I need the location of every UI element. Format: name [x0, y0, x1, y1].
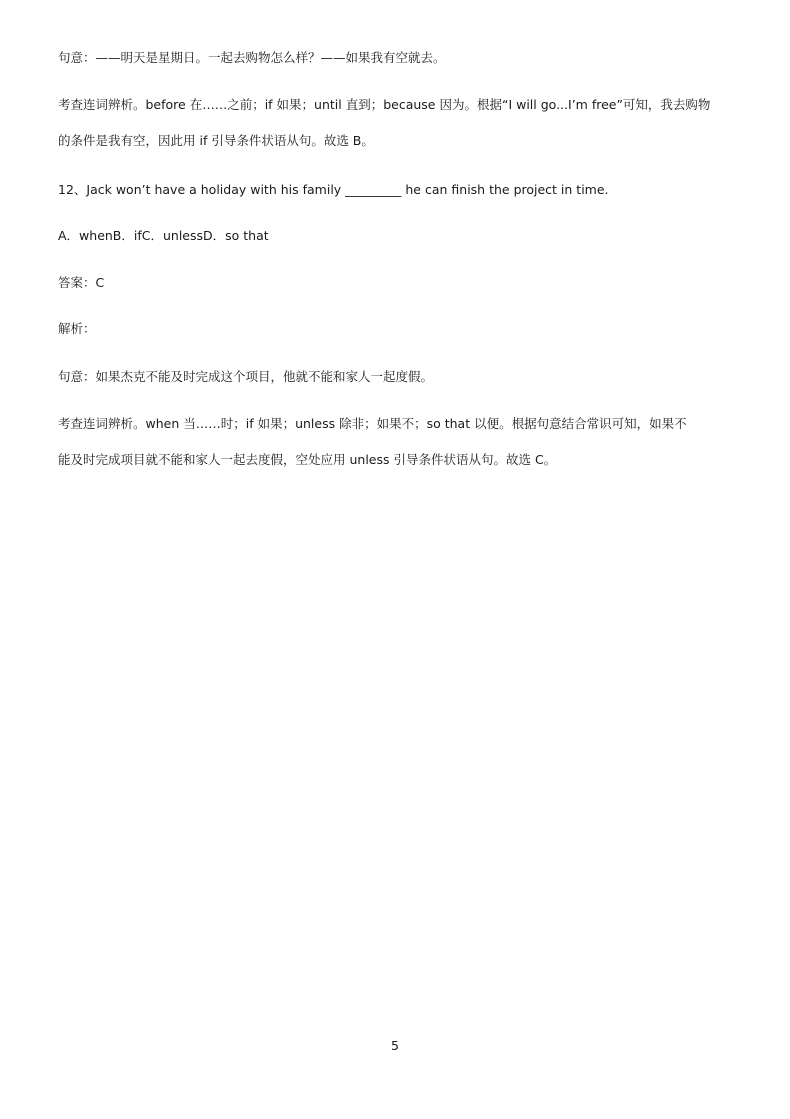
question-12-stem: 12、Jack won’t have a holiday with his family _________ he can finish the project in time.	[58, 182, 609, 197]
paragraph-analysis-previous-line1: 考查连词辨析。before 在……之前；if 如果；until 直到；because 因为。根据“I will go...I’m free”可知，我去购物	[58, 97, 711, 112]
question-12-translation: 句意：如果杰克不能及时完成这个项目，他就不能和家人一起度假。	[58, 369, 434, 384]
question-12-answer: 答案：C	[58, 275, 105, 290]
paragraph-translation-previous: 句意：——明天是星期日。一起去购物怎么样？——如果我有空就去。	[58, 50, 446, 65]
question-12-analysis-line2: 能及时完成项目就不能和家人一起去度假，空处应用 unless 引导条件状语从句。故选 C。	[58, 452, 557, 467]
question-12-analysis-heading: 解析：	[58, 321, 96, 336]
question-12-analysis-line1: 考查连词辨析。when 当……时；if 如果；unless 除非；如果不；so that 以便。根据句意结合常识可知，如果不	[58, 416, 687, 431]
page-number: 5	[391, 1038, 399, 1053]
question-12-options: A．whenB．ifC．unlessD．so that	[58, 228, 269, 243]
paragraph-analysis-previous-line2: 的条件是我有空，因此用 if 引导条件状语从句。故选 B。	[58, 133, 374, 148]
